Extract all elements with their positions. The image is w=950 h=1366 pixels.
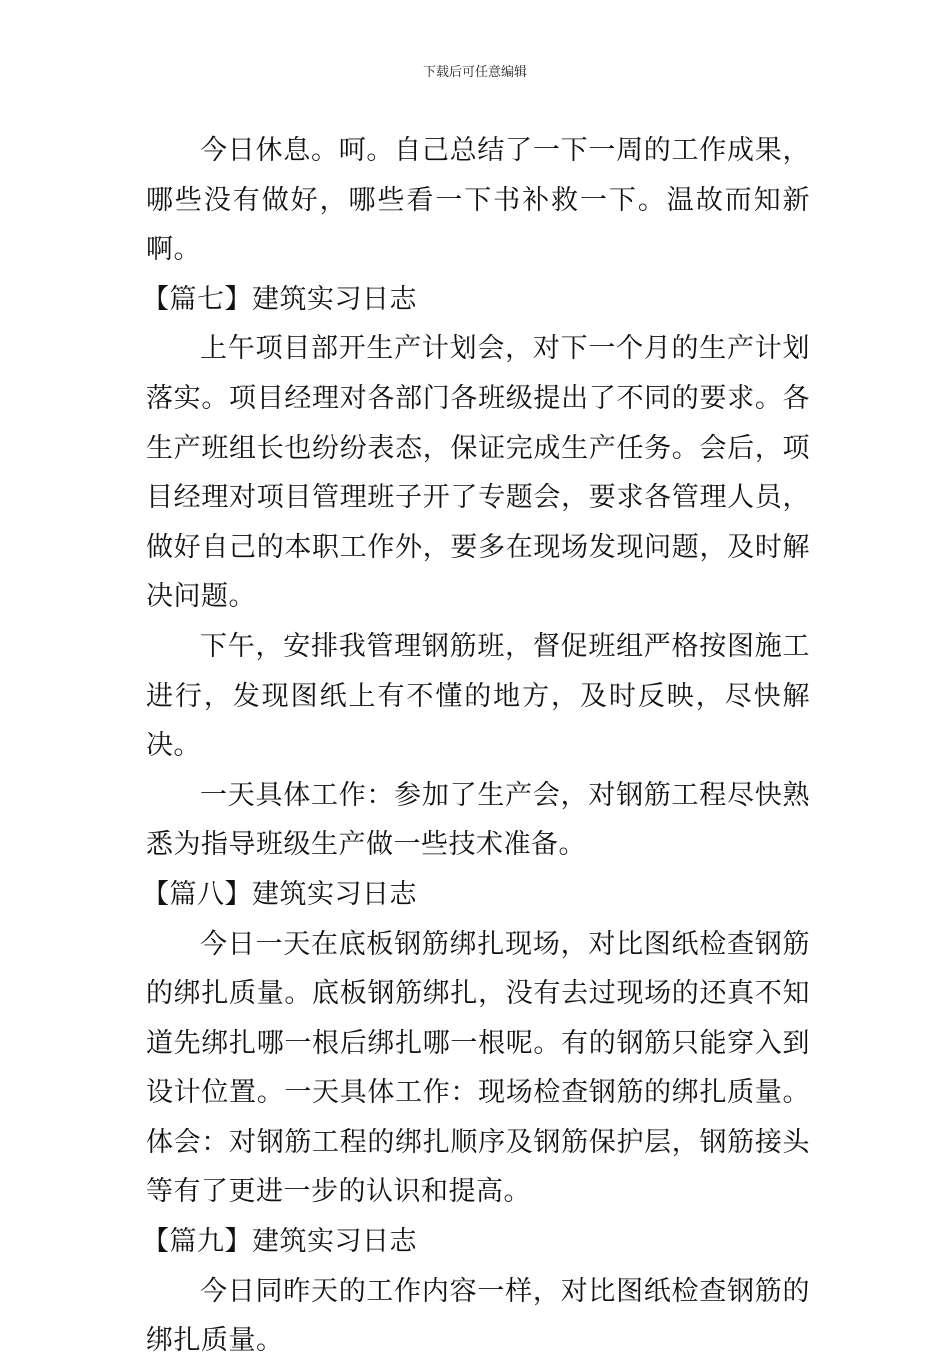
section-heading-9: 【篇九】建筑实习日志	[142, 1226, 417, 1258]
paragraph-rebar-inspection: 今日一天在底板钢筋绑扎现场，对比图纸检查钢筋的绑扎质量。底板钢筋绑扎，没有去过现场的还真不知道先绑扎哪一根后绑扎哪一根呢。有的钢筋只能穿入到设计位置。一天具体工作：现场检查钢筋的绑扎质量。体会：对钢筋工程的绑扎顺序及钢筋保护层，钢筋接头等有了更进一步的认识和提高。	[146, 928, 810, 1208]
paragraph-same-as-yesterday: 今日同昨天的工作内容一样，对比图纸检查钢筋的绑扎质量。	[146, 1275, 810, 1357]
paragraph-rest-day: 今日休息。呵。自己总结了一下一周的工作成果，哪些没有做好，哪些看一下书补救一下。温故而知新啊。	[146, 135, 810, 266]
section-heading-7: 【篇七】建筑实习日志	[142, 283, 417, 315]
page-header: 下载后可任意编辑	[422, 65, 527, 80]
section-heading-8: 【篇八】建筑实习日志	[142, 878, 417, 910]
paragraph-afternoon-rebar: 下午，安排我管理钢筋班，督促班组严格按图施工进行，发现图纸上有不懂的地方，及时反映，尽快解决。	[146, 630, 810, 762]
document-body	[142, 126, 810, 1366]
paragraph-daily-work-7: 一天具体工作：参加了生产会，对钢筋工程尽快熟悉为指导班级生产做一些技术准备。	[146, 779, 810, 861]
paragraph-morning-meeting: 上午项目部开生产计划会，对下一个月的生产计划落实。项目经理对各部门各班级提出了不同的要求。各生产班组长也纷纷表态，保证完成生产任务。会后，项目经理对项目管理班子开了专题会，要求各管理人员，做好自己的本职工作外，要多在现场发现问题，及时解决问题。	[146, 333, 810, 613]
